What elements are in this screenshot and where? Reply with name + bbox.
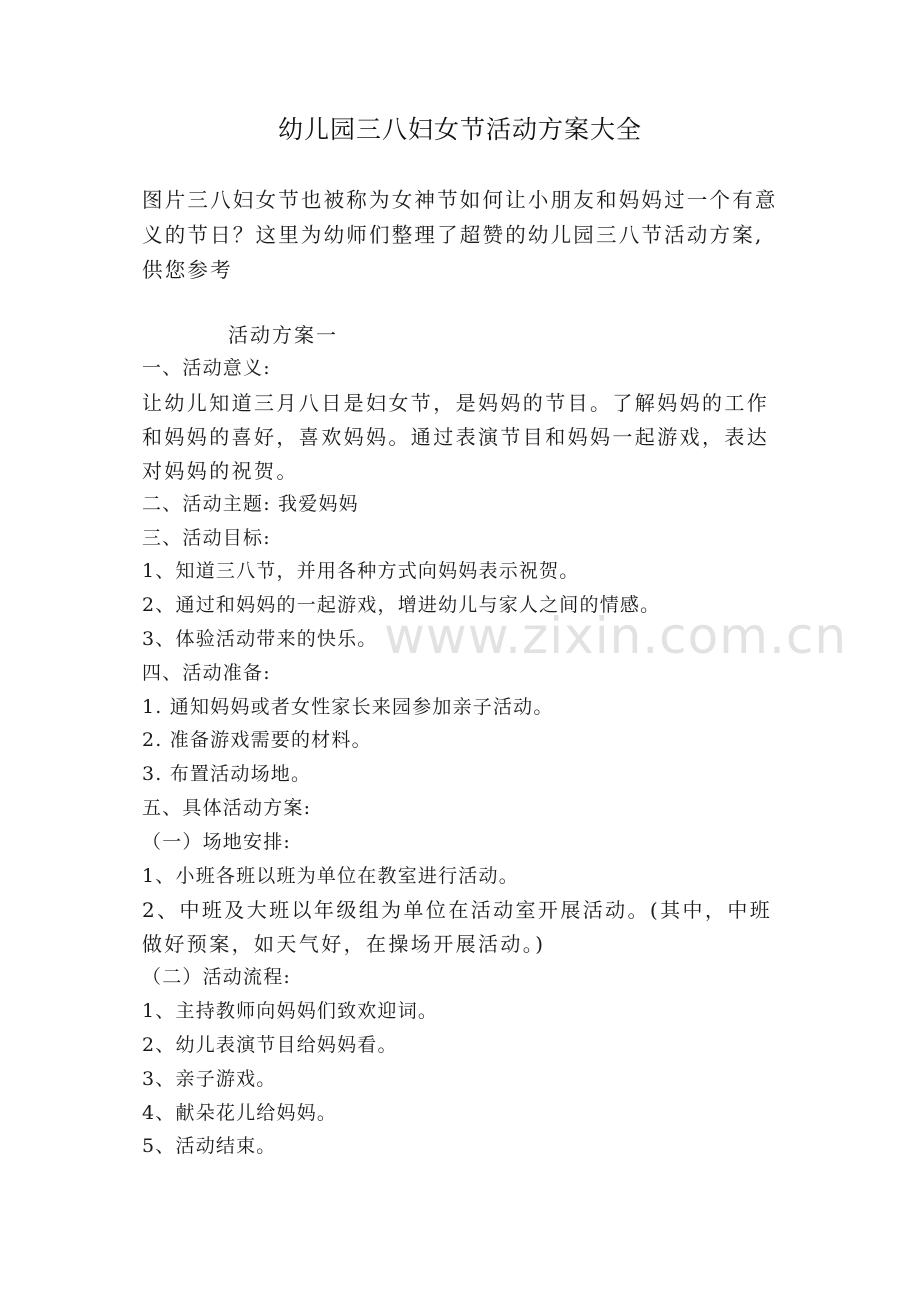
venue-heading: （一）场地安排:	[142, 830, 292, 853]
flow-heading: （二）活动流程:	[142, 966, 292, 989]
theme-line: 二、活动主题: 我爱妈妈	[142, 492, 359, 515]
flow-item: 2、幼儿表演节目给妈妈看。	[142, 1033, 398, 1056]
plan-one-heading: 活动方案一	[228, 323, 338, 347]
prep-heading: 四、活动准备:	[142, 661, 271, 684]
flow-item: 4、献朵花儿给妈妈。	[142, 1101, 338, 1124]
meaning-paragraph: 让幼儿知道三月八日是妇女节，是妈妈的节目。了解妈妈的工作和妈妈的喜好，喜欢妈妈。通过表演节目和妈妈一起游戏，表达对妈妈的祝贺。	[142, 390, 770, 483]
goals-heading: 三、活动目标:	[142, 526, 271, 549]
goal-item: 1、知道三八节，并用各种方式向妈妈表示祝贺。	[142, 560, 580, 583]
flow-item: 3、亲子游戏。	[142, 1067, 277, 1090]
flow-item: 5、活动结束。	[142, 1135, 277, 1158]
venue-item: 1、小班各班以班为单位在教室进行活动。	[142, 864, 519, 887]
meaning-heading: 一、活动意义:	[142, 357, 271, 379]
flow-item: 1、主持教师向妈妈们致欢迎词。	[142, 1000, 439, 1023]
specific-plan-heading: 五、具体活动方案:	[142, 796, 312, 819]
venue-item: 2、中班及大班以年级组为单位在活动室开展活动。(其中，中班做好预案，如天气好，在操场开展活动。)	[142, 898, 773, 957]
document-body	[142, 352, 784, 1164]
prep-item: 2. 准备游戏需要的材料。	[142, 729, 372, 752]
goal-item: 3、体验活动带来的快乐。	[142, 627, 378, 650]
goal-item: 2、通过和妈妈的一起游戏，增进幼儿与家人之间的情感。	[142, 594, 661, 617]
prep-item: 1. 通知妈妈或者女性家长来园参加亲子活动。	[142, 695, 554, 718]
site-watermark: www.zixin.com.cn	[384, 607, 848, 665]
intro-paragraph: 图片三八妇女节也被称为女神节如何让小朋友和妈妈过一个有意义的节日？这里为幼师们整理了超赞的幼儿园三八节活动方案,供您参考	[142, 188, 778, 282]
document-title: 幼儿园三八妇女节活动方案大全	[277, 115, 642, 144]
prep-item: 3. 布置活动场地。	[142, 763, 312, 786]
